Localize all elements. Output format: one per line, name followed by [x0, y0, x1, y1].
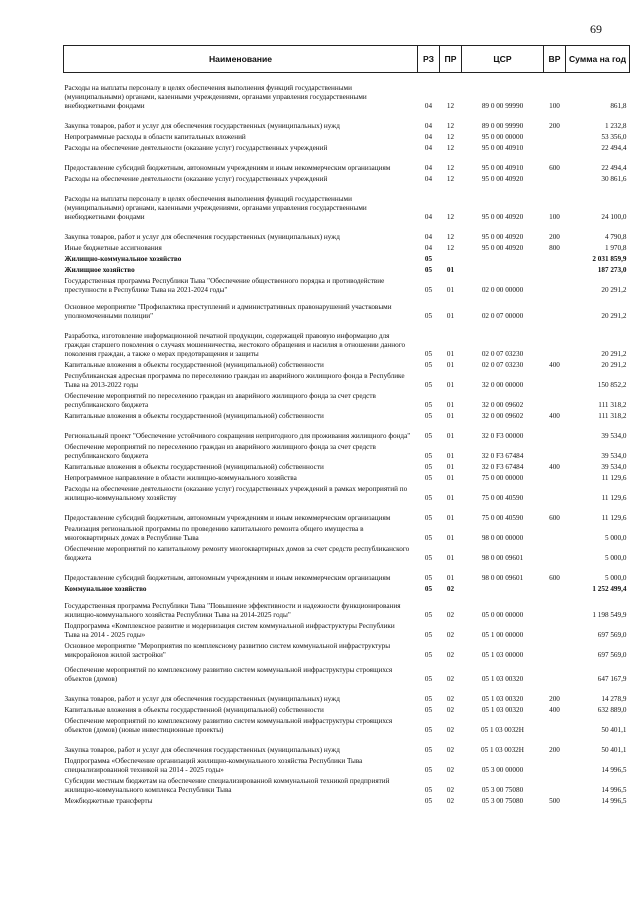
table-row [64, 359, 630, 370]
table-row [64, 142, 630, 153]
cell-csr: 75 0 00 00000 [481, 473, 524, 482]
cell-name: Субсидии местным бюджетам на обеспечение специализированной коммунальной техникой предприятий жилищно-коммунального комплекса Республики Тыва [64, 776, 390, 794]
cell-pr: 01 [446, 462, 455, 471]
cell-vr [544, 755, 566, 775]
cell-pr: 12 [446, 121, 455, 130]
cell-amount: 20 291,2 [601, 285, 627, 294]
cell-amount: 39 534,0 [601, 462, 627, 471]
cell-name: Реализация региональной программы по проведению капитального ремонта общего имущества в многоквартирных домах в Республике Тыва [64, 524, 364, 542]
cell-rz: 04 [424, 121, 433, 130]
cell-pr: 02 [446, 584, 455, 593]
cell-csr: 05 1 03 00320 [481, 694, 524, 703]
cell-name: Государственная программа Республики Тыва "Повышение эффективности и надежности функционирования жилищно-коммунального хозяйства Республики Тыва на 2014-2025 годы" [64, 601, 401, 619]
cell-pr: 02 [446, 725, 455, 734]
table-row [64, 184, 630, 222]
cell-csr: 05 0 00 00000 [481, 610, 524, 619]
cell-amount: 20 291,2 [601, 360, 627, 369]
budget-table [63, 45, 630, 806]
cell-rz: 05 [424, 630, 433, 639]
cell-name: Разработка, изготовление информационной печатной продукции, содержащей правовую информацию для граждан старшего поколения о случаях мошенничества, жестокого обращения и насилия в отношении данного поколения граждан, а также о мерах предотвращения и защиты [64, 332, 406, 358]
table-row [64, 242, 630, 253]
cell-rz: 05 [424, 573, 433, 582]
cell-amount: 14 996,5 [601, 796, 627, 805]
cell-csr: 05 1 03 00320 [481, 705, 524, 714]
cell-vr: 200 [549, 745, 560, 754]
cell-rz: 05 [424, 674, 433, 683]
cell-pr: 02 [446, 694, 455, 703]
table-row [64, 755, 630, 775]
cell-vr [544, 275, 566, 295]
cell-rz: 05 [424, 650, 433, 659]
table-row [64, 131, 630, 142]
header-csr: ЦСР [462, 46, 544, 73]
cell-amount: 111 318,2 [598, 411, 627, 420]
cell-rz: 05 [424, 584, 433, 593]
cell-name: Капитальные вложения в объекты государственной (муниципальной) собственности [64, 705, 324, 714]
cell-pr: 01 [446, 451, 455, 460]
cell-rz: 05 [424, 311, 433, 320]
cell-pr: 01 [446, 473, 455, 482]
cell-name: Расходы на выплаты персоналу в целях обеспечения выполнения функций государственными (муниципальными) органами, казенными учреждениями, органами управления государственными внебюджетными фондами [64, 195, 367, 221]
cell-csr: 98 0 00 09601 [481, 553, 524, 562]
cell-vr [544, 321, 566, 359]
cell-amount: 1 252 499,4 [592, 584, 627, 593]
cell-name: Закупка товаров, работ и услуг для обеспечения государственных (муниципальных) нужд [64, 694, 340, 703]
cell-pr: 01 [446, 573, 455, 582]
page-number: 69 [590, 22, 602, 36]
cell-vr [544, 441, 566, 461]
table-row [64, 253, 630, 264]
cell-pr: 01 [446, 265, 455, 274]
table-row [64, 620, 630, 640]
cell-pr: 02 [446, 765, 455, 774]
cell-rz: 05 [424, 694, 433, 703]
cell-name: Республиканская адресная программа по переселению граждан из аварийного жилищного фонда в Республике Тыва на 2013-2022 годы [64, 371, 405, 389]
cell-rz: 04 [424, 143, 433, 152]
table-row [64, 704, 630, 715]
cell-csr: 05 1 00 00000 [481, 630, 524, 639]
header-rz: РЗ [418, 46, 440, 73]
cell-name: Государственная программа Республики Тыва "Обеспечение общественного порядка и противодействие преступности в Республике Тыва на 2021-2024 годы" [64, 276, 385, 294]
cell-rz: 05 [424, 400, 433, 409]
cell-name: Подпрограмма «Комплексное развитие и модернизация систем коммунальной инфраструктуры Республики Тыва на 2014 - 2025 годы» [64, 621, 395, 639]
cell-name: Предоставление субсидий бюджетным, автономным учреждениям и иным некоммерческим организациям [64, 513, 391, 522]
cell-vr [544, 370, 566, 390]
cell-amount: 20 291,2 [601, 349, 627, 358]
cell-vr: 600 [549, 513, 560, 522]
cell-name: Капитальные вложения в объекты государственной (муниципальной) собственности [64, 462, 324, 471]
cell-csr: 05 3 00 75080 [481, 785, 524, 794]
cell-pr: 02 [446, 785, 455, 794]
cell-rz: 04 [424, 174, 433, 183]
cell-pr: 01 [446, 431, 455, 440]
cell-pr: 12 [446, 243, 455, 252]
cell-csr: 95 0 00 40920 [481, 212, 524, 221]
header-name: Наименование [64, 46, 418, 73]
table-row [64, 410, 630, 421]
cell-csr: 05 3 00 75080 [481, 796, 524, 805]
table-row [64, 472, 630, 483]
table-row [64, 461, 630, 472]
cell-csr: 32 0 00 09602 [481, 400, 524, 409]
cell-name: Обеспечение мероприятий по комплексному развитию систем коммунальной инфраструктуры строящихся объектов (домов) [64, 665, 393, 683]
cell-name: Капитальные вложения в объекты государственной (муниципальной) собственности [64, 411, 324, 420]
cell-name: Предоставление субсидий бюджетным, автономным учреждениям и иным некоммерческим организациям [64, 163, 391, 172]
table-row [64, 640, 630, 660]
cell-csr: 95 0 00 40910 [481, 163, 524, 172]
cell-pr: 02 [446, 705, 455, 714]
cell-name: Жилищно-коммунальное хозяйство [64, 254, 182, 263]
cell-name: Расходы на обеспечение деятельности (оказание услуг) государственных учреждений в рамках мероприятий по жилищно-коммунальному хозяйству [64, 484, 408, 502]
table-header [64, 46, 630, 73]
cell-csr: 98 0 00 09601 [481, 573, 524, 582]
cell-pr: 02 [446, 630, 455, 639]
cell-csr: 89 0 00 99990 [481, 101, 524, 110]
cell-amount: 24 100,0 [601, 212, 627, 221]
cell-rz: 05 [424, 705, 433, 714]
table-row [64, 153, 630, 173]
table-row [64, 775, 630, 795]
table-row [64, 660, 630, 684]
cell-vr: 600 [549, 163, 560, 172]
cell-name: Закупка товаров, работ и услуг для обеспечения государственных (муниципальных) нужд [64, 121, 340, 130]
header-pr: ПР [440, 46, 462, 73]
cell-vr: 100 [549, 101, 560, 110]
cell-pr: 01 [446, 411, 455, 420]
cell-rz: 05 [424, 533, 433, 542]
cell-name: Непрограммное направление в области жилищно-коммунального хозяйства [64, 473, 297, 482]
cell-csr: 02 0 07 00000 [481, 311, 524, 320]
cell-vr [544, 253, 566, 264]
cell-csr: 98 0 00 00000 [481, 533, 524, 542]
cell-pr: 12 [446, 163, 455, 172]
cell-csr: 32 0 F3 67484 [481, 451, 524, 460]
cell-name: Расходы на обеспечение деятельности (оказание услуг) государственных учреждений [64, 143, 328, 152]
cell-rz: 05 [424, 513, 433, 522]
cell-name: Коммунальное хозяйство [64, 584, 147, 593]
table-row [64, 390, 630, 410]
cell-rz: 04 [424, 243, 433, 252]
cell-csr: 02 0 00 00000 [481, 285, 524, 294]
cell-pr: 12 [446, 101, 455, 110]
cell-vr [544, 640, 566, 660]
cell-vr [544, 131, 566, 142]
cell-vr: 400 [549, 462, 560, 471]
table-row [64, 503, 630, 523]
cell-rz: 04 [424, 163, 433, 172]
cell-vr [544, 173, 566, 184]
table-row [64, 370, 630, 390]
cell-amount: 5 000,0 [604, 573, 627, 582]
cell-pr: 01 [446, 349, 455, 358]
cell-amount: 1 198 549,9 [592, 610, 627, 619]
cell-vr [544, 620, 566, 640]
cell-vr [544, 543, 566, 563]
table-row [64, 594, 630, 620]
cell-rz: 05 [424, 473, 433, 482]
cell-vr [544, 715, 566, 735]
cell-vr: 600 [549, 573, 560, 582]
cell-vr: 200 [549, 121, 560, 130]
cell-amount: 11 129,6 [601, 473, 627, 482]
cell-rz: 05 [424, 451, 433, 460]
cell-csr: 05 1 03 0032Н [481, 725, 524, 734]
cell-pr: 12 [446, 143, 455, 152]
cell-amount: 861,8 [610, 101, 627, 110]
cell-amount: 20 291,2 [601, 311, 627, 320]
cell-vr [544, 594, 566, 620]
cell-name: Обеспечение мероприятий по переселению граждан из аварийного жилищного фонда за счет средств республиканского бюджета [64, 391, 376, 409]
cell-vr [544, 421, 566, 441]
table-row [64, 715, 630, 735]
cell-amount: 14 278,9 [601, 694, 627, 703]
cell-pr: 01 [446, 493, 455, 502]
cell-amount: 150 852,2 [597, 380, 627, 389]
table-row [64, 795, 630, 806]
cell-amount: 697 569,0 [597, 630, 627, 639]
cell-pr: 12 [446, 232, 455, 241]
table-row [64, 483, 630, 503]
cell-vr [544, 390, 566, 410]
cell-amount: 111 318,2 [598, 400, 627, 409]
cell-name: Непрограммные расходы в области капитальных вложений [64, 132, 246, 141]
cell-rz: 05 [424, 431, 433, 440]
cell-csr: 75 0 00 40590 [481, 493, 524, 502]
cell-amount: 5 000,0 [604, 533, 627, 542]
cell-pr: 01 [446, 533, 455, 542]
cell-amount: 2 031 859,9 [592, 254, 627, 263]
cell-vr: 400 [549, 360, 560, 369]
cell-amount: 30 861,6 [601, 174, 627, 183]
cell-vr: 400 [549, 705, 560, 714]
cell-amount: 1 970,8 [604, 243, 627, 252]
cell-amount: 632 889,0 [597, 705, 627, 714]
table-row [64, 523, 630, 543]
cell-rz: 05 [424, 796, 433, 805]
cell-vr: 500 [549, 796, 560, 805]
cell-pr: 01 [446, 380, 455, 389]
cell-pr: 02 [446, 745, 455, 754]
cell-pr: 12 [446, 174, 455, 183]
cell-pr [440, 253, 462, 264]
cell-amount: 11 129,6 [601, 493, 627, 502]
cell-amount: 4 790,8 [604, 232, 627, 241]
table-row [64, 583, 630, 594]
cell-amount: 11 129,6 [601, 513, 627, 522]
cell-rz: 04 [424, 212, 433, 221]
cell-rz: 05 [424, 745, 433, 754]
cell-rz: 05 [424, 553, 433, 562]
cell-vr: 200 [549, 232, 560, 241]
cell-csr: 95 0 00 00000 [481, 132, 524, 141]
cell-amount: 39 534,0 [601, 451, 627, 460]
cell-rz: 05 [424, 610, 433, 619]
cell-name: Обеспечение мероприятий по переселению граждан из аварийного жилищного фонда за счет средств республиканского бюджета [64, 442, 376, 460]
cell-name: Закупка товаров, работ и услуг для обеспечения государственных (муниципальных) нужд [64, 745, 340, 754]
cell-amount: 53 356,0 [601, 132, 627, 141]
cell-csr: 32 0 F3 67484 [481, 462, 524, 471]
cell-name: Предоставление субсидий бюджетным, автономным учреждениям и иным некоммерческим организациям [64, 573, 391, 582]
cell-rz: 05 [424, 285, 433, 294]
cell-csr: 32 0 00 00000 [481, 380, 524, 389]
cell-vr [544, 775, 566, 795]
cell-csr: 05 1 03 00000 [481, 650, 524, 659]
cell-pr: 02 [446, 650, 455, 659]
cell-name: Жилищное хозяйство [64, 265, 135, 274]
cell-csr: 32 0 F3 00000 [481, 431, 524, 440]
cell-rz: 05 [424, 349, 433, 358]
cell-csr: 75 0 00 40590 [481, 513, 524, 522]
cell-rz: 05 [424, 411, 433, 420]
cell-vr [544, 660, 566, 684]
cell-pr: 01 [446, 400, 455, 409]
cell-pr: 01 [446, 285, 455, 294]
cell-csr: 95 0 00 40920 [481, 174, 524, 183]
cell-rz: 05 [424, 265, 433, 274]
cell-pr: 02 [446, 610, 455, 619]
cell-csr [462, 253, 544, 264]
cell-vr: 100 [549, 212, 560, 221]
cell-vr: 200 [549, 694, 560, 703]
cell-vr [544, 583, 566, 594]
cell-amount: 647 167,9 [597, 674, 627, 683]
cell-name: Подпрограмма «Обеспечение организаций жилищно-коммунального хозяйства Республики Тыва специализированной техникой на 2014 - 2025 годы» [64, 756, 363, 774]
cell-rz: 05 [424, 785, 433, 794]
cell-vr [544, 523, 566, 543]
table-row [64, 111, 630, 131]
cell-csr: 95 0 00 40920 [481, 243, 524, 252]
table-row [64, 563, 630, 583]
cell-csr [462, 583, 544, 594]
cell-amount: 14 996,5 [601, 785, 627, 794]
cell-pr: 01 [446, 553, 455, 562]
cell-rz: 04 [424, 232, 433, 241]
cell-name: Региональный проект "Обеспечение устойчивого сокращения непригодного для проживания жилищного фонда" [64, 431, 411, 440]
table-row [64, 73, 630, 111]
cell-csr [462, 264, 544, 275]
cell-vr [544, 472, 566, 483]
table-row [64, 543, 630, 563]
cell-rz: 05 [424, 765, 433, 774]
cell-rz: 05 [424, 462, 433, 471]
table-row [64, 735, 630, 755]
cell-name: Межбюджетные трансферты [64, 796, 153, 805]
table-row [64, 295, 630, 321]
cell-amount: 50 401,1 [601, 725, 627, 734]
cell-rz: 05 [424, 380, 433, 389]
cell-pr: 01 [446, 360, 455, 369]
table-row [64, 264, 630, 275]
cell-name: Капитальные вложения в объекты государственной (муниципальной) собственности [64, 360, 324, 369]
cell-amount: 14 996,5 [601, 765, 627, 774]
cell-amount: 1 232,8 [604, 121, 627, 130]
cell-amount: 187 273,0 [597, 265, 627, 274]
cell-name: Иные бюджетные ассигнования [64, 243, 162, 252]
cell-rz: 05 [424, 493, 433, 502]
cell-name: Закупка товаров, работ и услуг для обеспечения государственных (муниципальных) нужд [64, 232, 340, 241]
cell-pr: 12 [446, 132, 455, 141]
table-row [64, 173, 630, 184]
cell-amount: 22 494,4 [601, 143, 627, 152]
table-body [64, 73, 630, 806]
cell-csr: 95 0 00 40920 [481, 232, 524, 241]
cell-vr [544, 142, 566, 153]
cell-amount: 50 401,1 [601, 745, 627, 754]
cell-name: Расходы на обеспечение деятельности (оказание услуг) государственных учреждений [64, 174, 328, 183]
cell-rz: 05 [424, 254, 433, 263]
cell-vr [544, 295, 566, 321]
cell-csr: 05 1 03 0032Н [481, 745, 524, 754]
cell-name: Расходы на выплаты персоналу в целях обеспечения выполнения функций государственными (муниципальными) органами, казенными учреждениями, органами управления государственными внебюджетными фондами [64, 84, 367, 110]
cell-csr: 32 0 00 09602 [481, 411, 524, 420]
cell-vr [544, 264, 566, 275]
table-row [64, 421, 630, 441]
header-amount: Сумма на год [566, 46, 630, 73]
cell-csr: 89 0 00 99990 [481, 121, 524, 130]
cell-vr: 800 [549, 243, 560, 252]
cell-rz: 05 [424, 725, 433, 734]
table-row [64, 275, 630, 295]
table-row [64, 441, 630, 461]
cell-name: Обеспечение мероприятий по комплексному развитию систем коммунальной инфраструктуры строящихся объектов (домов) (новые инвестиционные проекты) [64, 716, 393, 734]
cell-rz: 05 [424, 360, 433, 369]
cell-name: Обеспечение мероприятий по капитальному ремонту многоквартирных домов за счет средств республиканского бюджета [64, 544, 410, 562]
cell-rz: 04 [424, 101, 433, 110]
cell-pr: 01 [446, 311, 455, 320]
cell-amount: 697 569,0 [597, 650, 627, 659]
cell-pr: 12 [446, 212, 455, 221]
table-row [64, 684, 630, 704]
table-row [64, 222, 630, 242]
cell-csr: 05 3 00 00000 [481, 765, 524, 774]
cell-rz: 04 [424, 132, 433, 141]
cell-amount: 39 534,0 [601, 431, 627, 440]
cell-pr: 01 [446, 513, 455, 522]
cell-vr: 400 [549, 411, 560, 420]
cell-csr: 02 0 07 03230 [481, 349, 524, 358]
cell-csr: 05 1 03 00320 [481, 674, 524, 683]
cell-pr: 02 [446, 796, 455, 805]
table-row [64, 321, 630, 359]
cell-name: Основное мероприятие "Мероприятия по комплексному развитию систем коммунальной инфраструктуры микрорайонов жилой застройки" [64, 641, 391, 659]
header-vr: ВР [544, 46, 566, 73]
cell-pr: 02 [446, 674, 455, 683]
cell-amount: 22 494,4 [601, 163, 627, 172]
cell-csr: 02 0 07 03230 [481, 360, 524, 369]
cell-amount: 5 000,0 [604, 553, 627, 562]
cell-name: Основное мероприятие "Профилактика преступлений и административных правонарушений участковыми уполномоченными полиции" [64, 302, 392, 320]
cell-vr [544, 483, 566, 503]
cell-csr: 95 0 00 40910 [481, 143, 524, 152]
